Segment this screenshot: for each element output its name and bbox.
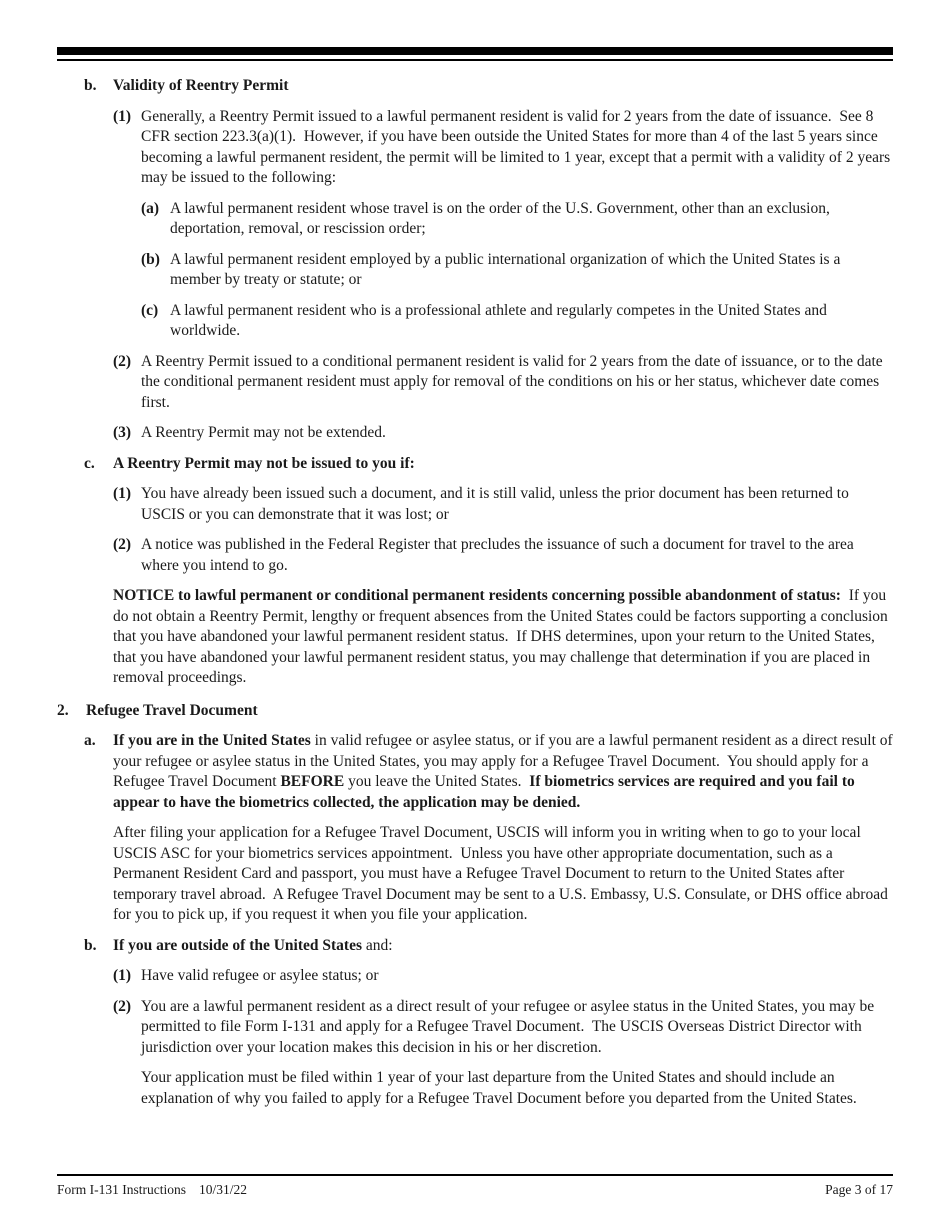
item-text: A lawful permanent resident who is a professional athlete and regularly competes in the United States and worldwide. [170,301,831,339]
item-text: A Reentry Permit issued to a conditional permanent resident is valid for 2 years from the date of issuance, or to the date the conditional permanent resident must apply for removal of the conditions on his or her status, whichever date comes first. [141,352,887,411]
item-label: (2) [113,536,132,553]
item-text: A notice was published in the Federal Register that precludes the issuance of such a document for travel to the area where you intend to go. [141,536,858,574]
footer-left [57,1181,247,1198]
item-label: b. [84,936,97,954]
para-employed-by-international-org [0,250,893,291]
item-label: a. [84,732,96,749]
item-text: A Reentry Permit may not be issued to you if: [113,454,415,472]
item-label: (c) [141,301,159,319]
heading-outside-united-states [0,936,893,957]
item-label: (2) [113,997,132,1015]
item-text: After filing your application for a Refugee Travel Document, USCIS will inform you in writing when to go to your local USCIS ASC for your biometrics services appointment. Unless you have other appropriate documentation, such as a Permanent Resident Card and passport, you must have a Refugee Travel Document to return to the United States after temporary travel abroad. A Refugee Travel Document may be sent to a U.S. Embassy, U.S. Consulate, or DHS office abroad for you to pick up, if you request it when you file your application. [113,824,892,923]
item-text: Validity of Reentry Permit [113,77,289,94]
item-label: (3) [113,424,132,441]
item-label: c. [84,454,95,472]
item-label: (1) [113,107,132,125]
item-text: A lawful permanent resident employed by a public international organization of which the United States is a member by treaty or statute; or [170,250,845,288]
footer-rule [57,1174,893,1176]
item-label: (b) [141,250,160,268]
footer-form-id: Form I-131 Instructions [57,1182,186,1197]
item-label: (1) [113,967,132,984]
page-footer [57,1181,893,1198]
item-text: You are a lawful permanent resident as a direct result of your refugee or asylee status in the United States, you may be permitted to file Form I-131 and apply for a Refugee Travel Document. The USCIS Overseas District Director with jurisdiction over your location makes this decision in his or her discretion. [141,997,879,1056]
para-conditional-resident-validity [0,352,893,414]
item-label: 2. [57,701,69,719]
para-professional-athlete [0,301,893,342]
header-rule-thin [57,59,893,61]
item-label: (1) [113,485,132,502]
item-text: A Reentry Permit may not be extended. [141,424,386,441]
item-text: If you are in the United States in valid refugee or asylee status, or if you are a lawful permanent resident as a direct result of your refugee or asylee status in the United States, you may apply for a Refugee Travel Document. You should apply for a Refugee Travel Document BEFORE you leave the United States. If biometrics services are required and you fail to appear to have the biometrics collected, the application may be denied. [113,732,897,811]
item-text: If you are outside of the United States and: [113,936,393,954]
footer-edition-date: 10/31/22 [199,1182,248,1197]
heading-permit-not-issued-if [0,454,893,475]
document-body [0,76,950,1119]
item-label: b. [84,77,97,94]
para-permit-not-extended [0,423,893,444]
item-label: (a) [141,199,160,217]
para-file-within-1-year [0,1068,893,1109]
para-already-issued-document [0,484,893,525]
heading-validity-of-reentry-permit [0,76,893,97]
footer-page-number: Page 3 of 17 [825,1182,893,1197]
para-abandonment-notice [0,586,893,689]
header-rule-thick [57,47,893,55]
item-label: (2) [113,352,132,370]
heading-refugee-travel-document [0,701,893,722]
para-travel-on-government-order [0,199,893,240]
para-after-filing-biometrics [0,823,893,926]
item-text: You have already been issued such a document, and it is still valid, unless the prior document has been returned to USCIS or you can demonstrate that it was lost; or [141,485,853,523]
item-text: NOTICE to lawful permanent or conditional permanent residents concerning possible abandonment of status: If you do not obtain a Reentry Permit, lengthy or frequent absences from the United States could be factors supporting a conclusion that you have abandoned your lawful permanent resident status. If DHS determines, upon your return to the United States, that you have abandoned your lawful permanent resident status, you may challenge that determination if you are placed in removal proceedings. [113,587,892,686]
para-in-united-states [0,731,897,813]
item-text: Refugee Travel Document [86,701,258,719]
item-text: Have valid refugee or asylee status; or [141,967,379,984]
para-lpr-refugee-status [0,997,893,1059]
item-text: Generally, a Reentry Permit issued to a lawful permanent resident is valid for 2 years from the date of issuance. See 8 CFR section 223.3(a)(1). However, if you have been outside the United States for more than 4 of the last 5 years since becoming a lawful permanent resident, the permit will be limited to 1 year, except that a permit with a validity of 2 years may be issued to the following: [141,107,895,186]
para-reentry-permit-validity [0,107,893,189]
item-text: A lawful permanent resident whose travel is on the order of the U.S. Government, other than an exclusion, deportation, removal, or rescission order; [170,199,834,237]
item-text: Your application must be filed within 1 year of your last departure from the United States and should include an explanation of why you failed to apply for a Refugee Travel Document before you departed from the United States. [141,1069,857,1107]
para-valid-refugee-status [0,966,893,987]
para-federal-register-notice [0,535,893,576]
